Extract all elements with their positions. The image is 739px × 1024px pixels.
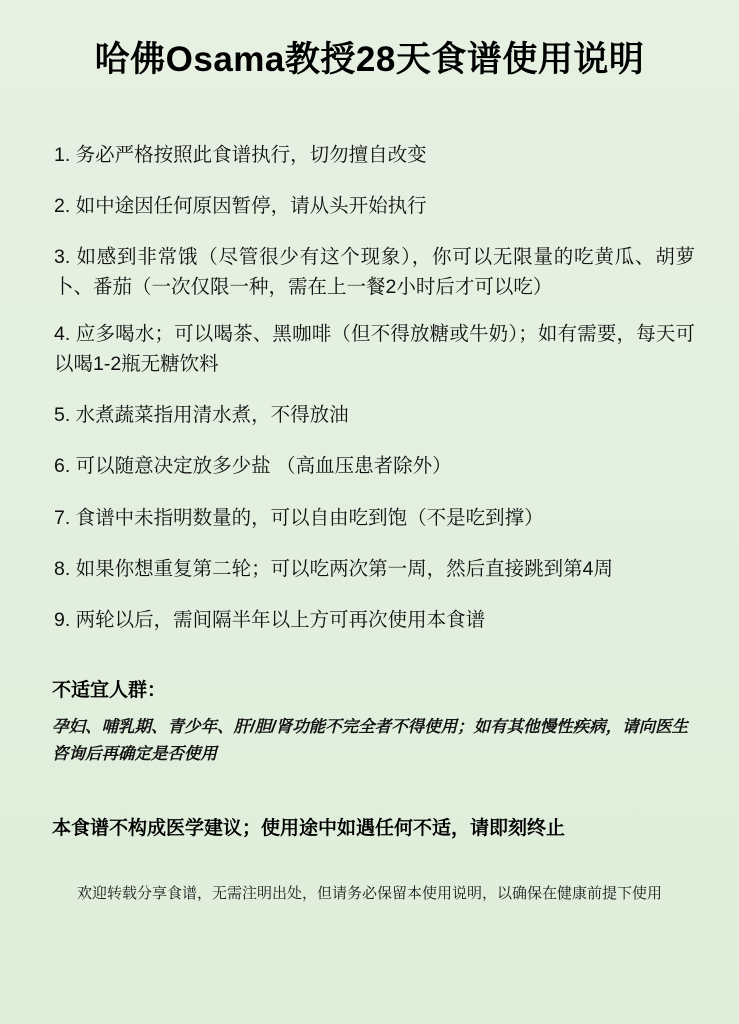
rule-item: 7. 食谱中未指明数量的，可以自由吃到饱（不是吃到撑）	[54, 506, 544, 529]
rule-item: 3. 如感到非常饿（尽管很少有这个现象），你可以无限量的吃黄瓜、胡萝卜、番茄（一次仅限一种，需在上一餐2小时后才可以吃）	[54, 246, 695, 299]
footer-note: 欢迎转载分享食谱，无需注明出处，但请务必保留本使用说明，以确保在健康前提下使用	[76, 884, 662, 902]
rules-list	[44, 140, 695, 635]
contraindication-section	[44, 675, 695, 767]
rule-item: 5. 水煮蔬菜指用清水煮，不得放油	[54, 404, 349, 427]
rule-item: 9. 两轮以后，需间隔半年以上方可再次使用本食谱	[54, 608, 486, 631]
contraindication-heading: 不适宜人群：	[52, 680, 167, 702]
rule-item: 2. 如中途因任何原因暂停，请从头开始执行	[54, 194, 427, 217]
page-title: 哈佛Osama教授28天食谱使用说明	[94, 40, 645, 79]
rule-item: 1. 务必严格按照此食谱执行，切勿擅自改变	[54, 143, 427, 166]
rule-item: 6. 可以随意决定放多少盐 （高血压患者除外）	[54, 455, 452, 478]
contraindication-body: 孕妇、哺乳期、青少年、肝/胆/肾功能不完全者不得使用；如有其他慢性疾病，请向医生咨询后再确定是否使用	[52, 718, 689, 763]
rule-item: 4. 应多喝水；可以喝茶、黑咖啡（但不得放糖或牛奶）；如有需要，每天可以喝1-2瓶无糖饮料	[54, 322, 695, 375]
medical-disclaimer: 本食谱不构成医学建议；使用途中如遇任何不适，请即刻终止	[52, 817, 566, 839]
rule-item: 8. 如果你想重复第二轮；可以吃两次第一周，然后直接跳到第4周	[54, 557, 614, 580]
